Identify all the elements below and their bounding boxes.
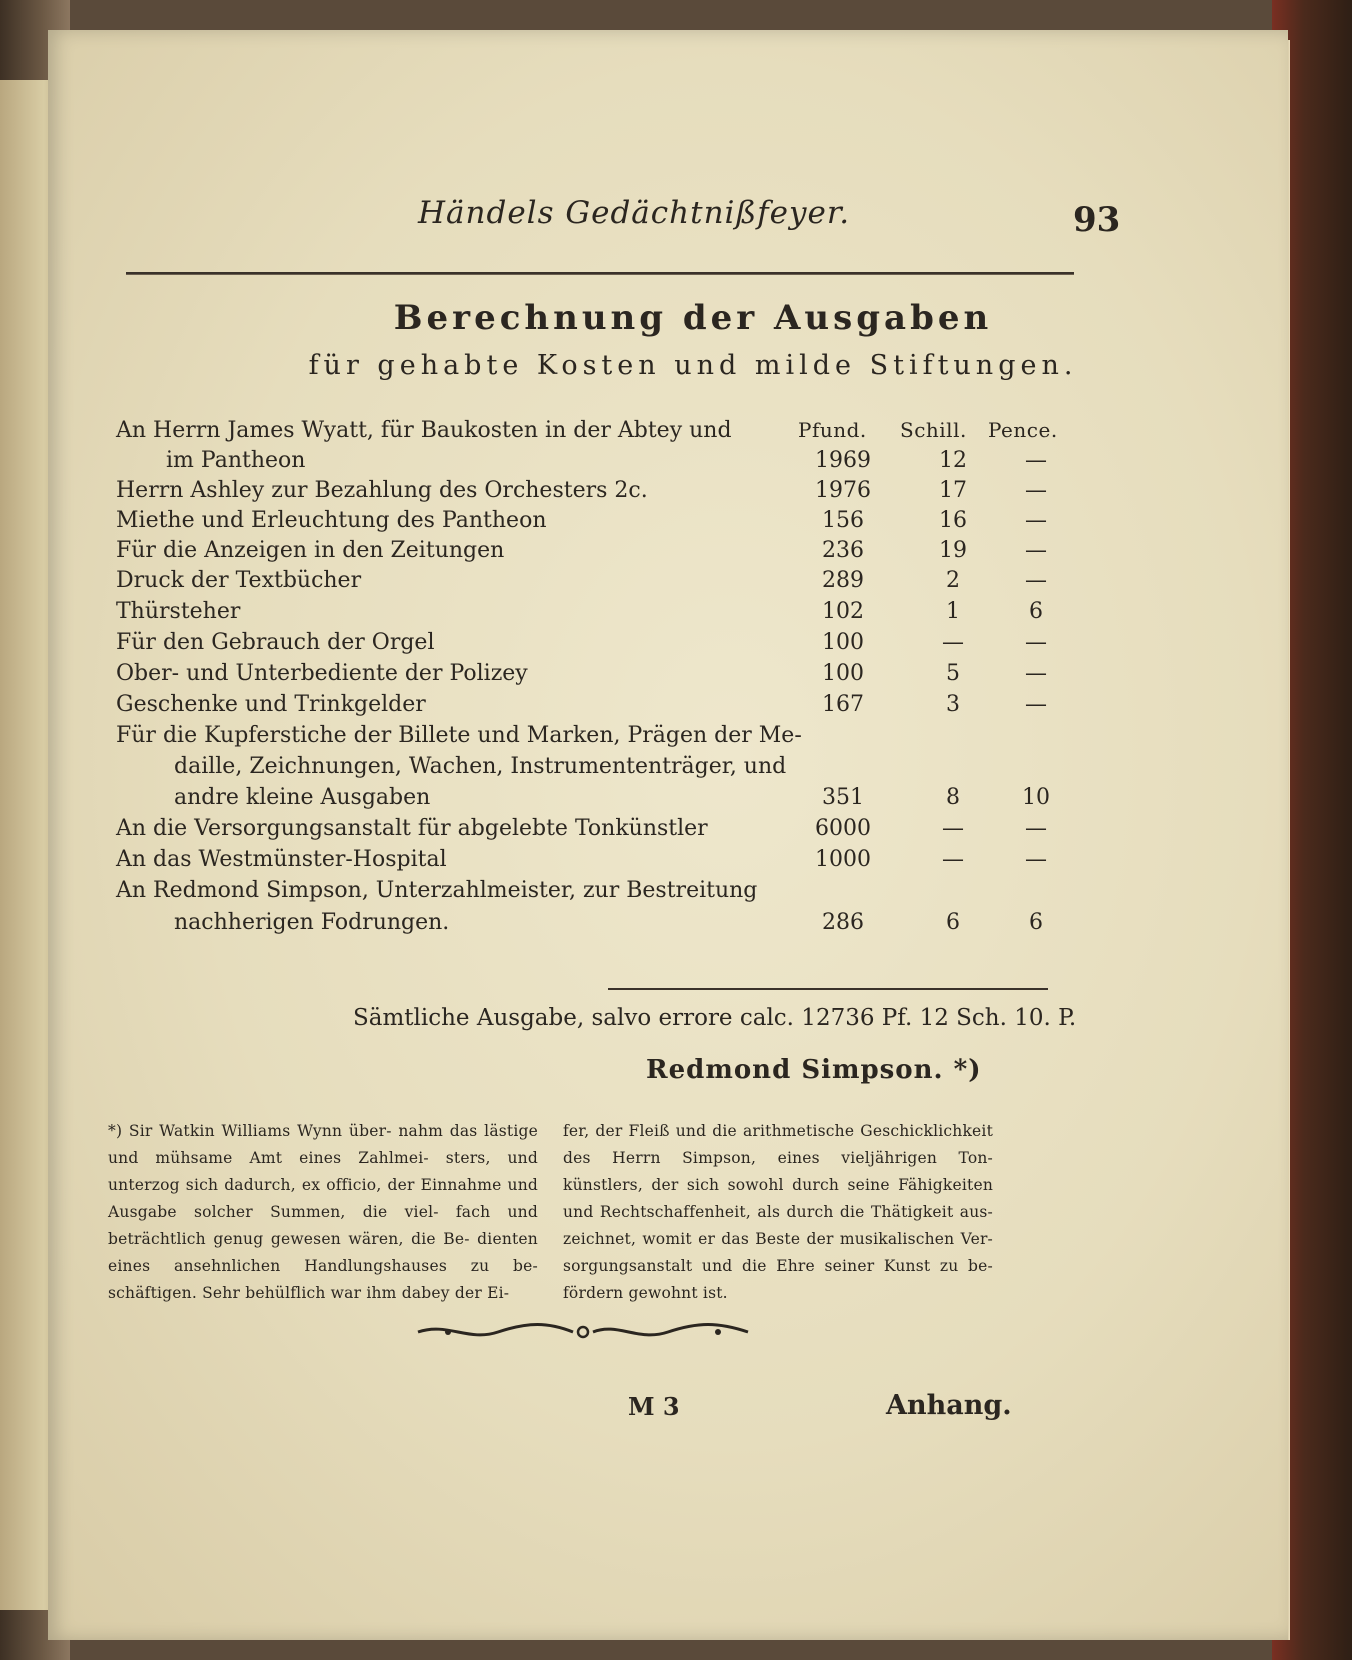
row-label-cont: andre kleine Ausgaben bbox=[174, 785, 431, 810]
cell-pence: — bbox=[1025, 692, 1047, 717]
cell-pence: — bbox=[1025, 661, 1047, 686]
footnote-right-column: fer, der Fleiß und die arithmetische Geschicklichkeit des Herrn Simpson, eines vieljährigen Ton- künstlers, der sich sowohl durch seine Fähigkeiten und Rechtschaffenheit, als durch die Thätigkeit aus- zeichnet, womit er das Beste der musikalischen Ver- sorgungsanstalt und die Ehre seiner Kunst zu be- fördern gewohnt ist. bbox=[563, 1122, 993, 1302]
cell-schill: 1 bbox=[946, 599, 960, 624]
cell-pfund: 236 bbox=[822, 538, 864, 563]
book-page bbox=[48, 30, 1288, 1640]
row-label: An Herrn James Wyatt, für Baukosten in der Abtey und bbox=[116, 418, 732, 443]
catchword: Anhang. bbox=[886, 1390, 1012, 1421]
page-title: Berechnung der Ausgaben bbox=[393, 298, 993, 338]
table-row bbox=[116, 878, 1096, 912]
table-row bbox=[116, 661, 1096, 695]
table-row bbox=[116, 568, 1096, 602]
cell-pfund: 100 bbox=[822, 630, 864, 655]
table-row bbox=[116, 538, 1096, 572]
row-label: Miethe und Erleuchtung des Pantheon bbox=[116, 508, 547, 533]
table-row bbox=[116, 785, 1096, 819]
cell-pfund: 1976 bbox=[815, 478, 871, 503]
row-label: Herrn Ashley zur Bezahlung des Orchesters 2c. bbox=[116, 478, 648, 503]
row-label-cont: im Pantheon bbox=[166, 448, 306, 473]
table-row bbox=[116, 754, 1096, 788]
cell-schill: 12 bbox=[939, 448, 967, 473]
printer-signature-mark: M 3 bbox=[628, 1392, 680, 1421]
cell-pfund: 102 bbox=[822, 599, 864, 624]
cell-pence: — bbox=[1025, 538, 1047, 563]
cell-pfund: 286 bbox=[822, 910, 864, 935]
cell-pence: 10 bbox=[1022, 785, 1050, 810]
total-line: Sämtliche Ausgabe, salvo errore calc. 12736 Pf. 12 Sch. 10. P. bbox=[353, 1005, 1077, 1031]
table-row bbox=[116, 910, 1096, 944]
column-header-schill: Schill. bbox=[900, 418, 967, 442]
cell-pfund: 1000 bbox=[815, 847, 871, 872]
cell-schill: — bbox=[942, 847, 964, 872]
page-subtitle: für gehabte Kosten und milde Stiftungen. bbox=[308, 350, 1078, 381]
cell-pence: 6 bbox=[1029, 599, 1043, 624]
table-row bbox=[116, 599, 1096, 633]
cell-pfund: 289 bbox=[822, 568, 864, 593]
table-row bbox=[116, 508, 1096, 542]
cell-pence: — bbox=[1025, 630, 1047, 655]
footnote-left-column: *) Sir Watkin Williams Wynn über- nahm das lästige und mühsame Amt eines Zahlmei- sters, und unterzog sich dadurch, ex officio, der Einnahme und Ausgabe solcher Summen, die viel- fach und beträchtlich genug gewesen wären, die Be- dienten eines ansehnlichen Handlungshauses zu be- schäftigen. Sehr behülflich war ihm dabey der Ei- bbox=[108, 1122, 538, 1302]
cell-pence: — bbox=[1025, 448, 1047, 473]
ornament-divider bbox=[408, 1320, 758, 1344]
row-label: Druck der Textbücher bbox=[116, 568, 362, 593]
table-row bbox=[116, 816, 1096, 850]
cell-schill: 3 bbox=[946, 692, 960, 717]
row-label: Thürsteher bbox=[116, 599, 241, 624]
table-row bbox=[116, 448, 1096, 482]
cell-schill: 16 bbox=[939, 508, 967, 533]
running-head: Händels Gedächtnißfeyer. bbox=[418, 195, 851, 231]
cell-pfund: 6000 bbox=[815, 816, 871, 841]
cell-schill: 6 bbox=[946, 910, 960, 935]
cell-schill: 5 bbox=[946, 661, 960, 686]
sum-rule bbox=[608, 988, 1048, 990]
table-row bbox=[116, 478, 1096, 512]
table-row bbox=[116, 723, 1096, 757]
cell-pence: — bbox=[1025, 508, 1047, 533]
row-label-cont: nachherigen Fodrungen. bbox=[174, 910, 450, 935]
row-label: An das Westmünster-Hospital bbox=[116, 847, 447, 872]
signature: Redmond Simpson. *) bbox=[646, 1055, 982, 1085]
cell-pence: — bbox=[1025, 568, 1047, 593]
cell-pfund: 167 bbox=[822, 692, 864, 717]
cell-pfund: 156 bbox=[822, 508, 864, 533]
column-header-pfund: Pfund. bbox=[798, 418, 867, 442]
row-label-cont: daille, Zeichnungen, Wachen, Instrumententräger, und bbox=[174, 754, 787, 779]
table-row bbox=[116, 847, 1096, 881]
row-label: Für die Kupferstiche der Billete und Marken, Prägen der Me- bbox=[116, 723, 802, 748]
row-label: An Redmond Simpson, Unterzahlmeister, zur Bestreitung bbox=[116, 878, 758, 903]
cell-pfund: 100 bbox=[822, 661, 864, 686]
cell-pence: 6 bbox=[1029, 910, 1043, 935]
cell-schill: 17 bbox=[939, 478, 967, 503]
cell-schill: 8 bbox=[946, 785, 960, 810]
row-label: Für die Anzeigen in den Zeitungen bbox=[116, 538, 505, 563]
cell-schill: 2 bbox=[946, 568, 960, 593]
column-header-pence: Pence. bbox=[988, 418, 1058, 442]
table-row bbox=[116, 418, 1096, 452]
cell-pence: — bbox=[1025, 816, 1047, 841]
header-rule bbox=[126, 272, 1074, 275]
row-label: An die Versorgungsanstalt für abgelebte Tonkünstler bbox=[116, 816, 708, 841]
page-number: 93 bbox=[1073, 200, 1121, 240]
cell-schill: 19 bbox=[939, 538, 967, 563]
cell-pence: — bbox=[1025, 847, 1047, 872]
row-label: Für den Gebrauch der Orgel bbox=[116, 630, 435, 655]
row-label: Geschenke und Trinkgelder bbox=[116, 692, 426, 717]
cell-schill: — bbox=[942, 630, 964, 655]
cell-schill: — bbox=[942, 816, 964, 841]
table-row bbox=[116, 692, 1096, 726]
table-row bbox=[116, 630, 1096, 664]
cell-pfund: 351 bbox=[822, 785, 864, 810]
cell-pence: — bbox=[1025, 478, 1047, 503]
row-label: Ober- und Unterbediente der Polizey bbox=[116, 661, 528, 686]
cell-pfund: 1969 bbox=[815, 448, 871, 473]
